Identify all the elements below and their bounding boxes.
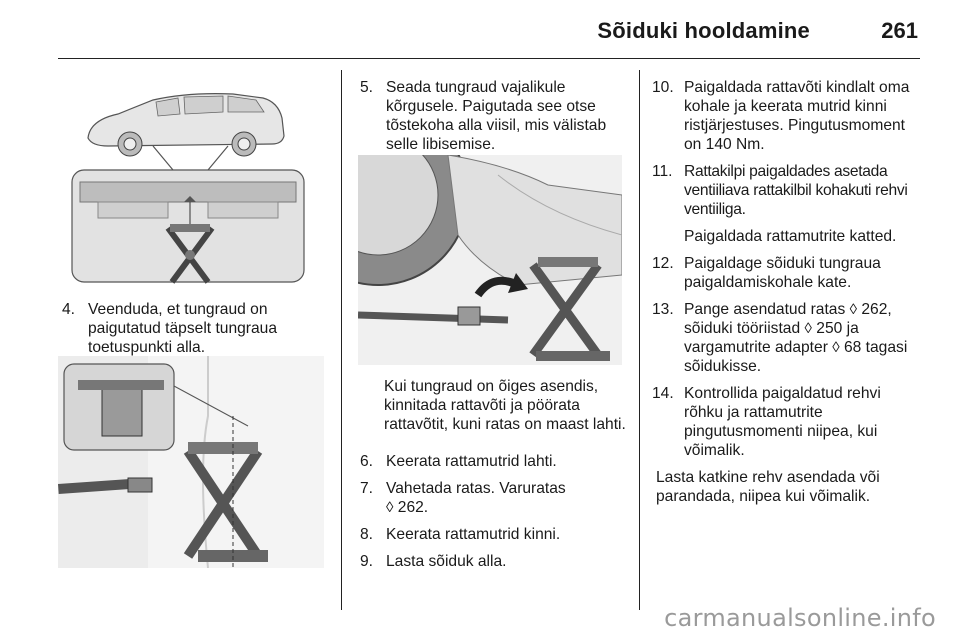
- page-reference-link[interactable]: 250 ja: [816, 320, 859, 337]
- cross-reference-icon: ◊: [386, 499, 394, 516]
- page-reference-link[interactable]: 68 tagasi sõidukisse.: [684, 339, 908, 375]
- step-10: 10. Paigaldada rattavõti kindlalt oma kohale ja keerata mutrid kinni ristjärjestuses. Pingutusmoment on 140 Nm.: [652, 79, 910, 153]
- note-jack-position: Kui tungraud on õiges asendis, kinnitada rattavõti ja pöörata rattavõtit, kuni ratas on maast lahti.: [384, 378, 626, 433]
- page-number: 261: [881, 18, 918, 43]
- step-5: 5. Seada tungraud vajalikule kõrgusele. Paigutada see otse tõstekoha alla viisil, mis välistab selle libisemise.: [360, 79, 607, 153]
- cross-reference-icon: ◊: [849, 301, 858, 318]
- page-header-title: Sõiduki hooldamine: [597, 18, 810, 43]
- step-8: 8. Keerata rattamutrid kinni.: [360, 526, 561, 543]
- step-11-sub: Paigaldada rattamutrite katted.: [684, 228, 897, 245]
- step-12: 12. Paigaldage sõiduki tungraua paigaldamiskohale kate.: [652, 255, 881, 291]
- figure-jack-lifting: [358, 155, 622, 365]
- header-rule: [58, 58, 920, 59]
- page-reference-link[interactable]: 262,: [861, 301, 892, 318]
- step-13: 13. Pange asendatud ratas ◊ 262, sõiduki tööriistad ◊ 250 ja vargamutrite adapter ◊ 68 tagasi sõidukisse.: [652, 301, 908, 375]
- cross-reference-icon: ◊: [804, 320, 812, 337]
- column-divider-1: [341, 70, 342, 610]
- step-14: 14. Kontrollida paigaldatud rehvi rõhku ja rattamutrite pingutusmomenti niipea, kui võimalik.: [652, 385, 881, 459]
- closing-paragraph: Lasta katkine rehv asendada või parandada, niipea kui võimalik.: [656, 469, 880, 505]
- page-reference-link[interactable]: 262.: [397, 499, 429, 516]
- column-divider-2: [639, 70, 640, 610]
- step-4: 4. Veenduda, et tungraud on paigutatud täpselt tungraua toetuspunkti alla.: [62, 301, 278, 356]
- step-7: 7. Vahetada ratas. Varuratas ◊ 262.: [360, 480, 566, 516]
- step-6: 6. Keerata rattamutrid lahti.: [360, 453, 557, 470]
- step-9: 9. Lasta sõiduk alla.: [360, 553, 507, 570]
- figure-car-jack-point: [58, 78, 324, 288]
- cross-reference-icon: ◊: [832, 339, 840, 356]
- step-11: 11. Rattakilpi paigaldades asetada ventiiliava rattakilbil kohakuti rehvi ventiiliga.: [652, 163, 908, 218]
- watermark: carmanualsonline.info: [664, 604, 936, 632]
- figure-jack-closeup: [58, 356, 324, 568]
